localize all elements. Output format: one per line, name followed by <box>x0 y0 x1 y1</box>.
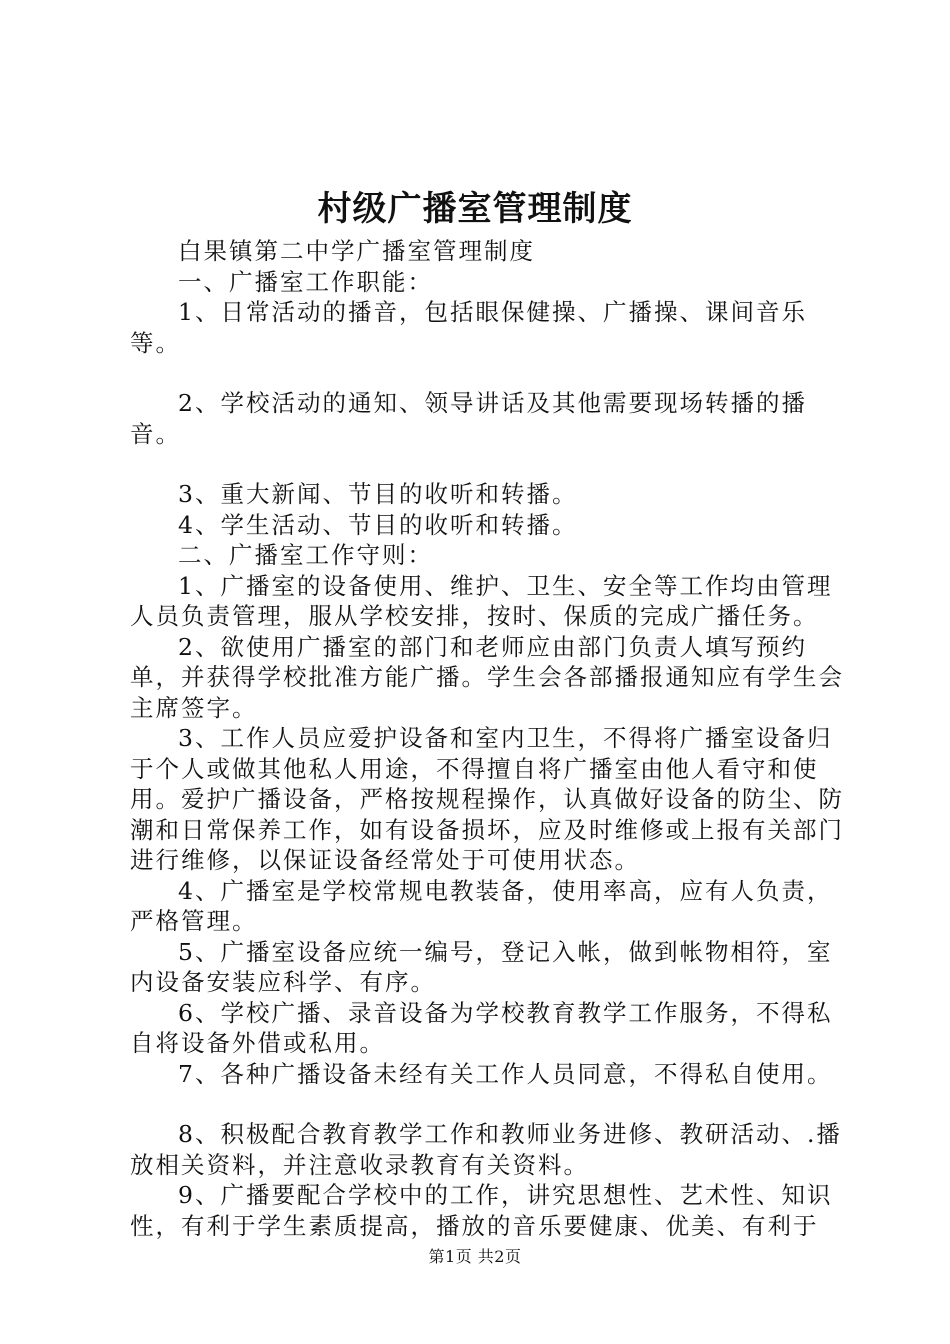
paragraph-rule-2: 2、欲使用广播室的部门和老师应由部门负责人填写预约单，并获得学校批准方能广播。学生会各部播报通知应有学生会主席签字。 <box>130 632 844 722</box>
paragraph-subtitle: 白果镇第二中学广播室管理制度 <box>178 237 535 265</box>
page-number-footer: 第1页 共2页 <box>428 1247 522 1266</box>
paragraph-duty-4: 4、学生活动、节目的收听和转播。 <box>178 510 578 539</box>
paragraph-rule-3: 3、工作人员应爱护设备和室内卫生，不得将广播室设备归于个人或做其他私人用途，不得擅自将广播室由他人看守和使用。爱护广播设备，严格按规程操作，认真做好设备的防尘、防潮和日常保养工作，如有设备损坏，应及时维修或上报有关部门进行维修，以保证设备经常处于可使用状态。 <box>130 724 844 874</box>
paragraph-section-1-heading: 一、广播室工作职能： <box>178 267 433 296</box>
paragraph-rule-7: 7、各种广播设备未经有关工作人员同意，不得私自使用。 <box>178 1059 833 1088</box>
paragraph-duty-3: 3、重大新闻、节目的收听和转播。 <box>178 480 578 508</box>
paragraph-section-2-heading: 二、广播室工作守则： <box>178 541 433 569</box>
document-body <box>130 236 850 1241</box>
paragraph-rule-8: 8、积极配合教育教学工作和教师业务进修、教研活动、.播放相关资料，并注意收录教育有关资料。 <box>130 1120 842 1179</box>
paragraph-rule-5: 5、广播室设备应统一编号，登记入帐，做到帐物相符，室内设备安装应科学、有序。 <box>130 937 833 996</box>
paragraph-rule-1: 1、广播室的设备使用、维护、卫生、安全等工作均由管理人员负责管理，服从学校安排，按时、保质的完成广播任务。 <box>130 571 833 630</box>
document-title: 村级广播室管理制度 <box>317 189 633 229</box>
paragraph-rule-6: 6、学校广播、录音设备为学校教育教学工作服务，不得私自将设备外借或私用。 <box>130 998 833 1057</box>
paragraph-rule-9: 9、广播要配合学校中的工作，讲究思想性、艺术性、知识性，有利于学生素质提高，播放的音乐要健康、优美、有利于 <box>130 1181 833 1240</box>
paragraph-rule-4: 4、广播室是学校常规电教装备，使用率高，应有人负责，严格管理。 <box>130 876 833 935</box>
paragraph-duty-2: 2、学校活动的通知、领导讲话及其他需要现场转播的播音。 <box>130 389 807 448</box>
paragraph-duty-1: 1、日常活动的播音，包括眼保健操、广播操、课间音乐等。 <box>130 298 807 357</box>
